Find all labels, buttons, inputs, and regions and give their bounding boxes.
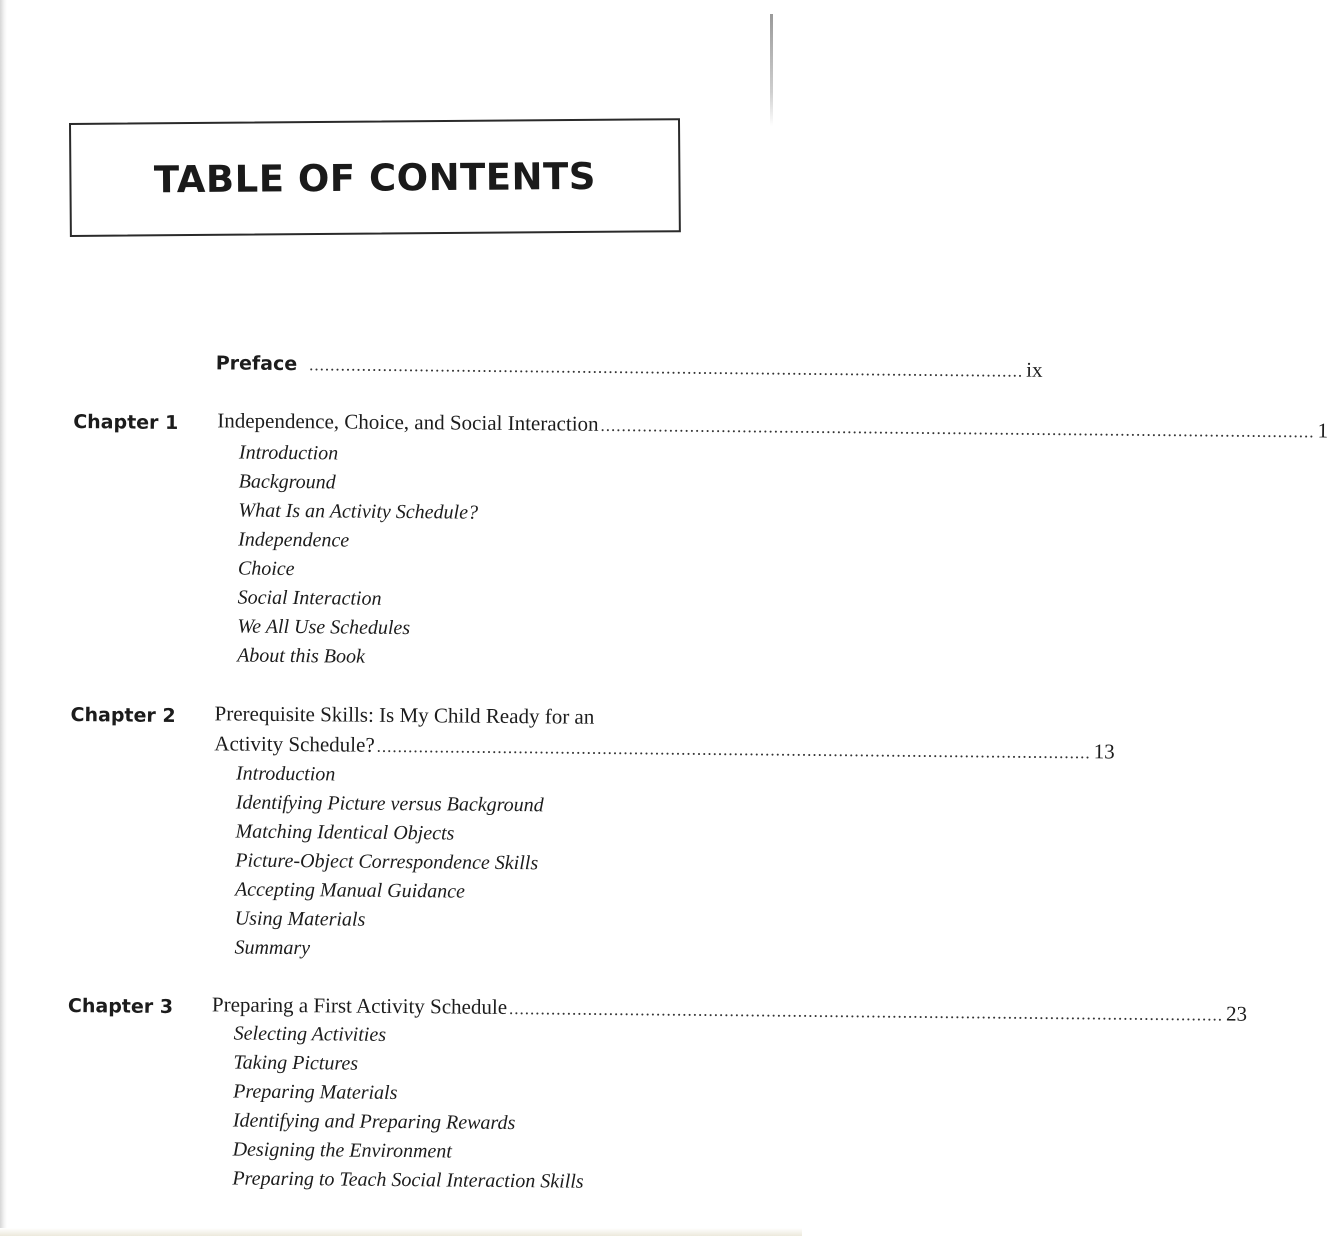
section-title: We All Use Schedules: [237, 615, 411, 640]
section-title: Introduction: [235, 762, 336, 786]
chapter-label: Chapter 2: [70, 704, 176, 727]
section-title: What Is an Activity Schedule?: [238, 499, 479, 524]
leader-dots: ........................................................................................................................................: [600, 415, 1315, 442]
section-title: Independence: [238, 528, 350, 552]
page-number: ix: [1026, 357, 1043, 382]
section-title: Preparing to Teach Social Interaction Skills: [232, 1167, 584, 1193]
section-title: Using Materials: [234, 907, 366, 931]
leader-dots: ........................................................................................................................................: [376, 736, 1091, 763]
toc-entry-preface: [215, 347, 1043, 382]
chapter-label: Chapter 1: [73, 411, 179, 434]
leader-dots: ........................................................................................................................................: [309, 355, 1024, 381]
section-title: Matching Identical Objects: [235, 820, 455, 845]
chapter-title-text: Prerequisite Skills: Is My Child Ready for an: [214, 701, 595, 729]
page-title: TABLE OF CONTENTS: [153, 154, 597, 202]
page-number: 1: [1317, 418, 1329, 443]
section-title: About this Book: [237, 644, 366, 668]
section-title: Taking Pictures: [233, 1051, 359, 1075]
section-title: Accepting Manual Guidance: [234, 878, 466, 903]
section-title: Choice: [237, 557, 295, 581]
chapter-label: Chapter 3: [67, 995, 174, 1018]
section-title: Picture-Object Correspondence Skills: [235, 849, 539, 875]
section-title: Identifying Picture versus Background: [235, 791, 544, 817]
chapter-title-text: Preparing a First Activity Schedule: [211, 992, 508, 1019]
chapter-title: [217, 405, 1329, 443]
section-title: Background: [238, 470, 336, 494]
page-number: 13: [1093, 739, 1115, 764]
section-title: Identifying and Preparing Rewards: [232, 1109, 516, 1135]
preface-label: Preface: [215, 352, 298, 376]
chapter-title-text: Activity Schedule?: [214, 731, 375, 757]
leader-dots: ........................................................................................................................................: [508, 999, 1224, 1025]
chapter-title-text: Independence, Choice, and Social Interaction: [217, 408, 599, 436]
section-title: Summary: [234, 936, 311, 960]
section-title: Introduction: [238, 441, 339, 465]
chapter-title: [214, 728, 1115, 764]
page-number: 23: [1225, 1001, 1248, 1026]
section-title: Social Interaction: [237, 586, 382, 610]
section-title: Designing the Environment: [232, 1138, 452, 1163]
section-title: Preparing Materials: [233, 1080, 398, 1105]
chapter-title: [214, 698, 594, 731]
section-title: Selecting Activities: [233, 1022, 387, 1046]
